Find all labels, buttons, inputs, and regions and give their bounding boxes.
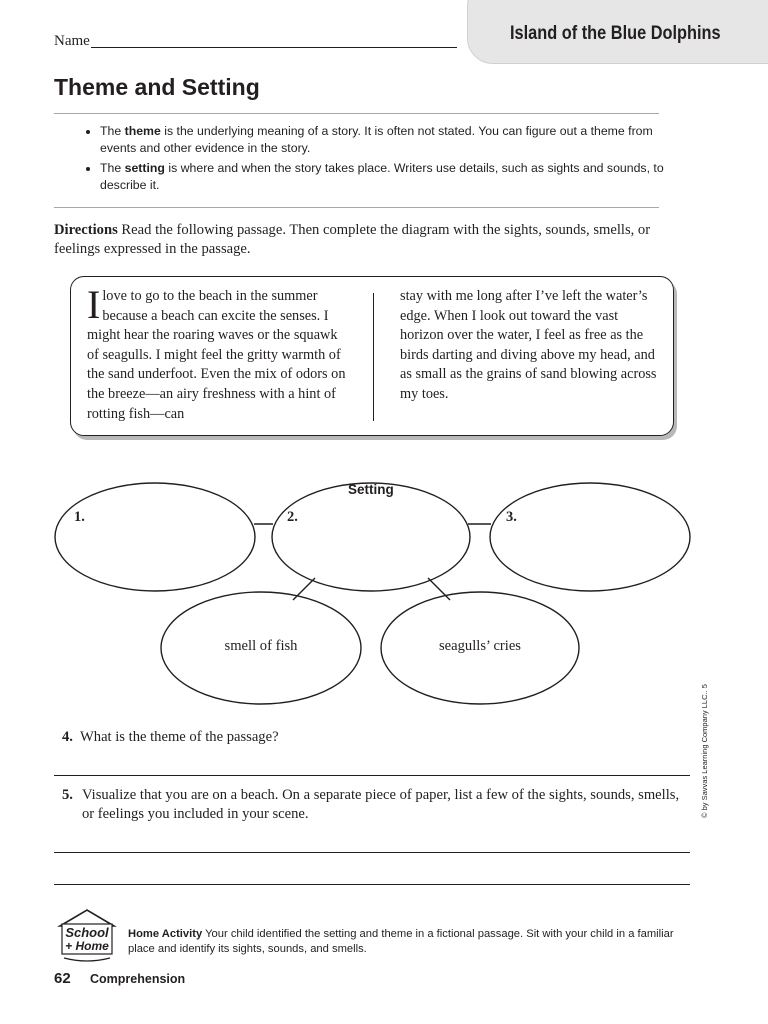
section-label: Comprehension xyxy=(90,972,186,986)
page-title: Theme and Setting xyxy=(54,74,260,100)
definition-text: is where and when the story takes place. Writers use details, such as sights and sounds, to describe it. xyxy=(100,161,664,192)
book-title: Island of the Blue Dolphins xyxy=(510,23,721,44)
directions-label: Directions xyxy=(54,222,118,238)
directions-text: Read the following passage. Then complete the diagram with the sights, sounds, smells, or feelings expressed in the passage. xyxy=(54,222,651,257)
oval-2[interactable] xyxy=(272,483,470,591)
school-home-logo xyxy=(54,906,120,966)
oval-1-number: 1. xyxy=(74,509,85,525)
question-text: What is the theme of the passage? xyxy=(80,729,279,745)
page-number: 62 xyxy=(54,970,71,987)
logo-line-1: School xyxy=(65,925,109,940)
logo-swoosh xyxy=(64,958,110,961)
name-label: Name xyxy=(54,33,90,49)
passage-column-2: stay with me long after I’ve left the water’s edge. When I look out toward the vast horizon over the water, I feel as free as the birds darting and diving above my head, and as small as the grains of sand blowing across my toes. xyxy=(400,288,657,402)
question-5 xyxy=(62,786,682,824)
copyright-notice: © by Savvas Learning Company LLC.. 5 xyxy=(700,684,709,818)
home-activity xyxy=(128,927,688,957)
passage-text-1: love to go to the beach in the summer because a beach can excite the senses. I might hear the roaring waves or the squawk of seagulls. I might feel the gritty warmth of the sand underfoot. Even the mix of odors on the breeze—an airy freshness with a hint of rotting fish—can xyxy=(87,288,346,422)
answer-line-5a[interactable] xyxy=(54,852,690,853)
home-activity-text: Your child identified the setting and theme in a fictional passage. Sit with your child in a familiar place and identify its sights, sounds, and smells. xyxy=(128,928,674,955)
drop-cap: I xyxy=(87,282,101,327)
diagram-center-label: Setting xyxy=(348,482,394,497)
definition-prefix: The xyxy=(100,161,125,175)
question-number: 4. xyxy=(62,729,73,745)
definition-prefix: The xyxy=(100,124,125,138)
oval-3-number: 3. xyxy=(506,509,517,525)
answer-line-5b[interactable] xyxy=(54,884,690,885)
question-number: 5. xyxy=(62,787,73,803)
definition-term: setting xyxy=(124,161,165,175)
oval-5-text: seagulls’ cries xyxy=(439,638,521,654)
logo-line-2: + Home xyxy=(65,939,109,953)
oval-3[interactable] xyxy=(490,483,690,591)
question-4 xyxy=(62,728,279,747)
oval-4-text: smell of fish xyxy=(224,638,298,654)
answer-line-4[interactable] xyxy=(54,775,690,776)
definition-text: is the underlying meaning of a story. It is often not stated. You can figure out a theme from events and other evidence in the story. xyxy=(100,124,653,155)
definition-term: theme xyxy=(124,124,161,138)
home-activity-label: Home Activity xyxy=(128,928,203,940)
oval-1[interactable] xyxy=(55,483,255,591)
question-text: Visualize that you are on a beach. On a separate piece of paper, list a few of the sights, sounds, smells, or feelings you included in your scene. xyxy=(82,787,680,822)
oval-2-number: 2. xyxy=(287,509,298,525)
